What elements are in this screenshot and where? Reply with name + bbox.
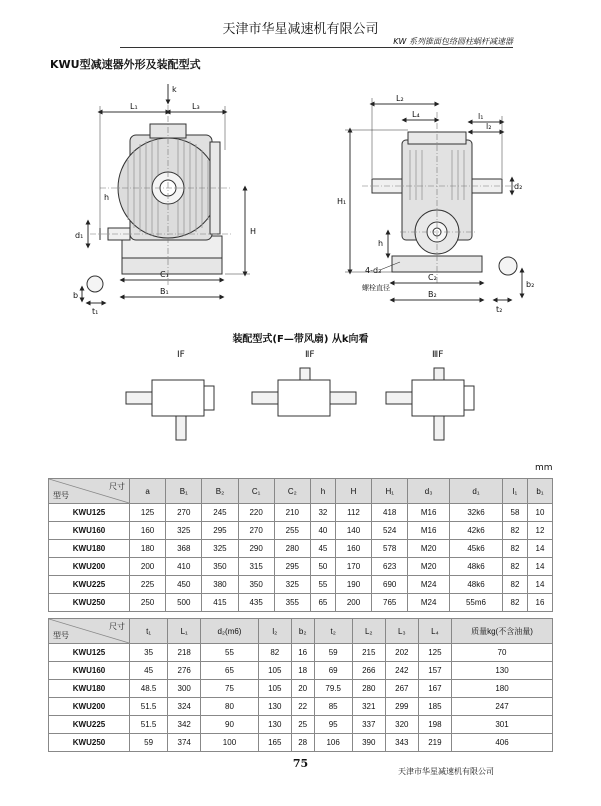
label-L4: L₄ (412, 110, 420, 119)
assembly-label-3f: ⅢF (432, 350, 444, 360)
table-cell: 95 (314, 716, 352, 734)
table-header-row (49, 479, 553, 504)
col-header: h (310, 479, 335, 504)
table-cell: 82 (502, 558, 527, 576)
assembly-1f (126, 380, 214, 440)
table-header-row (49, 619, 553, 644)
assembly-3f (386, 368, 474, 440)
label-t2: t₂ (496, 305, 503, 314)
label-4-d3: 4-d₃ (365, 266, 382, 275)
col-header: H (335, 479, 371, 504)
table-cell: 165 (258, 734, 291, 752)
table-cell: 325 (274, 576, 310, 594)
table-cell: 48.5 (130, 680, 168, 698)
col-header: t₂ (314, 619, 352, 644)
table-cell: 200 (335, 594, 371, 612)
table-cell: 325 (166, 522, 202, 540)
label-d2: d₂ (514, 182, 523, 191)
table-cell: 500 (166, 594, 202, 612)
table-row (49, 504, 553, 522)
table-cell: 380 (202, 576, 238, 594)
table-cell: 18 (291, 662, 314, 680)
table-cell: 85 (314, 698, 352, 716)
table-cell: 82 (502, 594, 527, 612)
table-cell: 65 (310, 594, 335, 612)
table-cell: 524 (372, 522, 408, 540)
col-header: L₄ (418, 619, 451, 644)
table-cell: 105 (258, 662, 291, 680)
table-cell: 185 (418, 698, 451, 716)
table-row (49, 594, 553, 612)
company-name: 天津市华星减速机有限公司 (222, 22, 379, 37)
table-cell: 82 (258, 644, 291, 662)
col-header: L₃ (385, 619, 418, 644)
table-cell: 170 (335, 558, 371, 576)
assembly-label-2f: ⅡF (305, 350, 315, 360)
model-cell: KWU225 (49, 576, 130, 594)
table-cell: 342 (168, 716, 201, 734)
table-cell: 48k6 (450, 576, 503, 594)
model-cell: KWU180 (49, 680, 130, 698)
table-cell: M16 (408, 504, 450, 522)
table-cell: 48k6 (450, 558, 503, 576)
table-cell: M20 (408, 540, 450, 558)
corner-cell (49, 619, 130, 644)
table-cell: 130 (258, 716, 291, 734)
table-row (49, 558, 553, 576)
table-cell: 167 (418, 680, 451, 698)
label-B2: B₂ (428, 290, 437, 299)
label-d1: d₁ (75, 231, 84, 240)
col-header: b₁ (527, 479, 552, 504)
assembly-label-1f: ⅠF (177, 350, 185, 360)
col-header: d₂(m6) (201, 619, 259, 644)
section-title: KWU型减速器外形及装配型式 (50, 58, 201, 71)
table-cell: 765 (372, 594, 408, 612)
table-cell: 130 (452, 662, 553, 680)
table-cell: 160 (335, 540, 371, 558)
table-cell: 324 (168, 698, 201, 716)
col-header: C₂ (274, 479, 310, 504)
table-cell: 25 (291, 716, 314, 734)
table-cell: 690 (372, 576, 408, 594)
header-rule (120, 47, 513, 48)
corner-bottom: 型号 (53, 491, 69, 500)
table-cell: 12 (527, 522, 552, 540)
table-cell: 51.5 (130, 698, 168, 716)
corner-cell (49, 479, 130, 504)
table-cell: 270 (238, 522, 274, 540)
table-cell: 415 (202, 594, 238, 612)
table-cell: 82 (502, 522, 527, 540)
table-cell: 140 (335, 522, 371, 540)
table-cell: 112 (335, 504, 371, 522)
table-cell: 255 (274, 522, 310, 540)
col-header: L₁ (168, 619, 201, 644)
table-cell: 100 (201, 734, 259, 752)
col-header: b₂ (291, 619, 314, 644)
model-cell: KWU160 (49, 662, 130, 680)
label-t1: t₁ (92, 307, 99, 316)
table-cell: 623 (372, 558, 408, 576)
table-cell: 14 (527, 576, 552, 594)
model-cell: KWU180 (49, 540, 130, 558)
label-H1: H₁ (337, 197, 347, 206)
label-B1: B₁ (160, 287, 169, 296)
table-cell: 55 (201, 644, 259, 662)
reducer-outline-drawing (0, 70, 601, 325)
table-cell: 219 (418, 734, 451, 752)
table-cell: 270 (166, 504, 202, 522)
table-row (49, 662, 553, 680)
table-row (49, 644, 553, 662)
table-cell: 69 (314, 662, 352, 680)
table-cell: 14 (527, 558, 552, 576)
label-H: H (250, 227, 257, 236)
table-row (49, 698, 553, 716)
label-L1: L₁ (130, 102, 138, 111)
series-name: KW 系列锥面包络圆柱蜗杆减速器 (393, 37, 513, 46)
col-header: L₂ (352, 619, 385, 644)
table-cell: 355 (274, 594, 310, 612)
assembly-title: 装配型式(F—带风扇) 从k向看 (232, 334, 369, 345)
label-l1: l₁ (478, 112, 484, 121)
table-row (49, 522, 553, 540)
label-b: b (73, 291, 79, 300)
corner-top: 尺寸 (109, 622, 125, 631)
table-cell: 55m6 (450, 594, 503, 612)
table-cell: 300 (168, 680, 201, 698)
assembly-diagrams (0, 360, 601, 445)
table-cell: 14 (527, 540, 552, 558)
table-cell: 350 (202, 558, 238, 576)
table-cell: 65 (201, 662, 259, 680)
corner-bottom: 型号 (53, 631, 69, 640)
table-cell: 90 (201, 716, 259, 734)
table-cell: M16 (408, 522, 450, 540)
table-cell: 28 (291, 734, 314, 752)
table-cell: 374 (168, 734, 201, 752)
table-cell: 337 (352, 716, 385, 734)
table-cell: 40 (310, 522, 335, 540)
table-cell: 82 (502, 576, 527, 594)
table-cell: 267 (385, 680, 418, 698)
corner-top: 尺寸 (109, 482, 125, 491)
label-L3: L₃ (192, 102, 200, 111)
table-cell: 50 (310, 558, 335, 576)
table-cell: 276 (168, 662, 201, 680)
col-header: d₁ (450, 479, 503, 504)
model-cell: KWU125 (49, 504, 130, 522)
label-bolt-diameter: 螺栓直径 (362, 284, 390, 292)
col-header: t₁ (130, 619, 168, 644)
col-header: B₂ (202, 479, 238, 504)
table-cell: 210 (274, 504, 310, 522)
label-h-side: h (378, 239, 384, 248)
dimension-table-1 (48, 478, 553, 612)
table-cell: 242 (385, 662, 418, 680)
model-cell: KWU200 (49, 698, 130, 716)
table-cell: 125 (418, 644, 451, 662)
col-header: l₂ (258, 619, 291, 644)
table-row (49, 680, 553, 698)
table-cell: 301 (452, 716, 553, 734)
col-header: d₃ (408, 479, 450, 504)
table-cell: 20 (291, 680, 314, 698)
table-cell: 250 (130, 594, 166, 612)
table-cell: 16 (527, 594, 552, 612)
label-b2: b₂ (526, 280, 535, 289)
table-row (49, 734, 553, 752)
table-cell: 280 (274, 540, 310, 558)
table-cell: 45 (130, 662, 168, 680)
table-cell: 299 (385, 698, 418, 716)
col-header: B₁ (166, 479, 202, 504)
table-cell: 59 (314, 644, 352, 662)
table-cell: 51.5 (130, 716, 168, 734)
table-cell: M20 (408, 558, 450, 576)
label-l2: l₂ (486, 122, 492, 131)
table-cell: 315 (238, 558, 274, 576)
table-cell: 22 (291, 698, 314, 716)
table-cell: 32k6 (450, 504, 503, 522)
table-cell: 218 (168, 644, 201, 662)
table-cell: 435 (238, 594, 274, 612)
table-cell: 125 (130, 504, 166, 522)
page-number: 75 (292, 757, 309, 770)
label-C2: C₂ (428, 273, 437, 282)
table-cell: 82 (502, 540, 527, 558)
unit-label: mm (535, 463, 553, 473)
table-cell: 75 (201, 680, 259, 698)
table-cell: 295 (202, 522, 238, 540)
table-cell: 325 (202, 540, 238, 558)
table-cell: 70 (452, 644, 553, 662)
model-cell: KWU225 (49, 716, 130, 734)
model-cell: KWU125 (49, 644, 130, 662)
table-cell: 390 (352, 734, 385, 752)
table-cell: 80 (201, 698, 259, 716)
col-header: a (130, 479, 166, 504)
col-header: 质量kg(不含油量) (452, 619, 553, 644)
assembly-2f (252, 368, 356, 416)
table-cell: 220 (238, 504, 274, 522)
table-cell: 45k6 (450, 540, 503, 558)
table-cell: 295 (274, 558, 310, 576)
table-cell: 245 (202, 504, 238, 522)
label-k: k (172, 85, 177, 94)
table-cell: 10 (527, 504, 552, 522)
table-cell: 190 (335, 576, 371, 594)
table-cell: 225 (130, 576, 166, 594)
table-cell: 368 (166, 540, 202, 558)
table-cell: 202 (385, 644, 418, 662)
label-h: h (104, 193, 110, 202)
table-cell: 59 (130, 734, 168, 752)
table-cell: 320 (385, 716, 418, 734)
col-header: H₁ (372, 479, 408, 504)
table-cell: 130 (258, 698, 291, 716)
table-cell: 58 (502, 504, 527, 522)
table-cell: 266 (352, 662, 385, 680)
table-cell: 106 (314, 734, 352, 752)
table-cell: 180 (130, 540, 166, 558)
table-cell: 55 (310, 576, 335, 594)
table-row (49, 540, 553, 558)
table-cell: 32 (310, 504, 335, 522)
dimension-table-2 (48, 618, 553, 752)
table-row (49, 716, 553, 734)
table-cell: M24 (408, 576, 450, 594)
table-cell: 321 (352, 698, 385, 716)
table-cell: 406 (452, 734, 553, 752)
table-cell: 180 (452, 680, 553, 698)
table-cell: 200 (130, 558, 166, 576)
label-C1: C₁ (160, 270, 169, 279)
table-cell: 215 (352, 644, 385, 662)
table-cell: 578 (372, 540, 408, 558)
table-cell: 79.5 (314, 680, 352, 698)
table-cell: M24 (408, 594, 450, 612)
table-cell: 350 (238, 576, 274, 594)
model-cell: KWU160 (49, 522, 130, 540)
table-cell: 280 (352, 680, 385, 698)
table-cell: 160 (130, 522, 166, 540)
table-cell: 247 (452, 698, 553, 716)
footer-company: 天津市华星减速机有限公司 (398, 767, 494, 776)
table-cell: 343 (385, 734, 418, 752)
label-L2: L₂ (396, 94, 404, 103)
table-cell: 450 (166, 576, 202, 594)
table-cell: 45 (310, 540, 335, 558)
table-cell: 35 (130, 644, 168, 662)
table-cell: 42k6 (450, 522, 503, 540)
table-cell: 290 (238, 540, 274, 558)
model-cell: KWU250 (49, 734, 130, 752)
table-cell: 198 (418, 716, 451, 734)
table-cell: 410 (166, 558, 202, 576)
table-cell: 157 (418, 662, 451, 680)
table-cell: 16 (291, 644, 314, 662)
table-cell: 418 (372, 504, 408, 522)
table-row (49, 576, 553, 594)
col-header: l₁ (502, 479, 527, 504)
col-header: C₁ (238, 479, 274, 504)
model-cell: KWU200 (49, 558, 130, 576)
model-cell: KWU250 (49, 594, 130, 612)
table-cell: 105 (258, 680, 291, 698)
